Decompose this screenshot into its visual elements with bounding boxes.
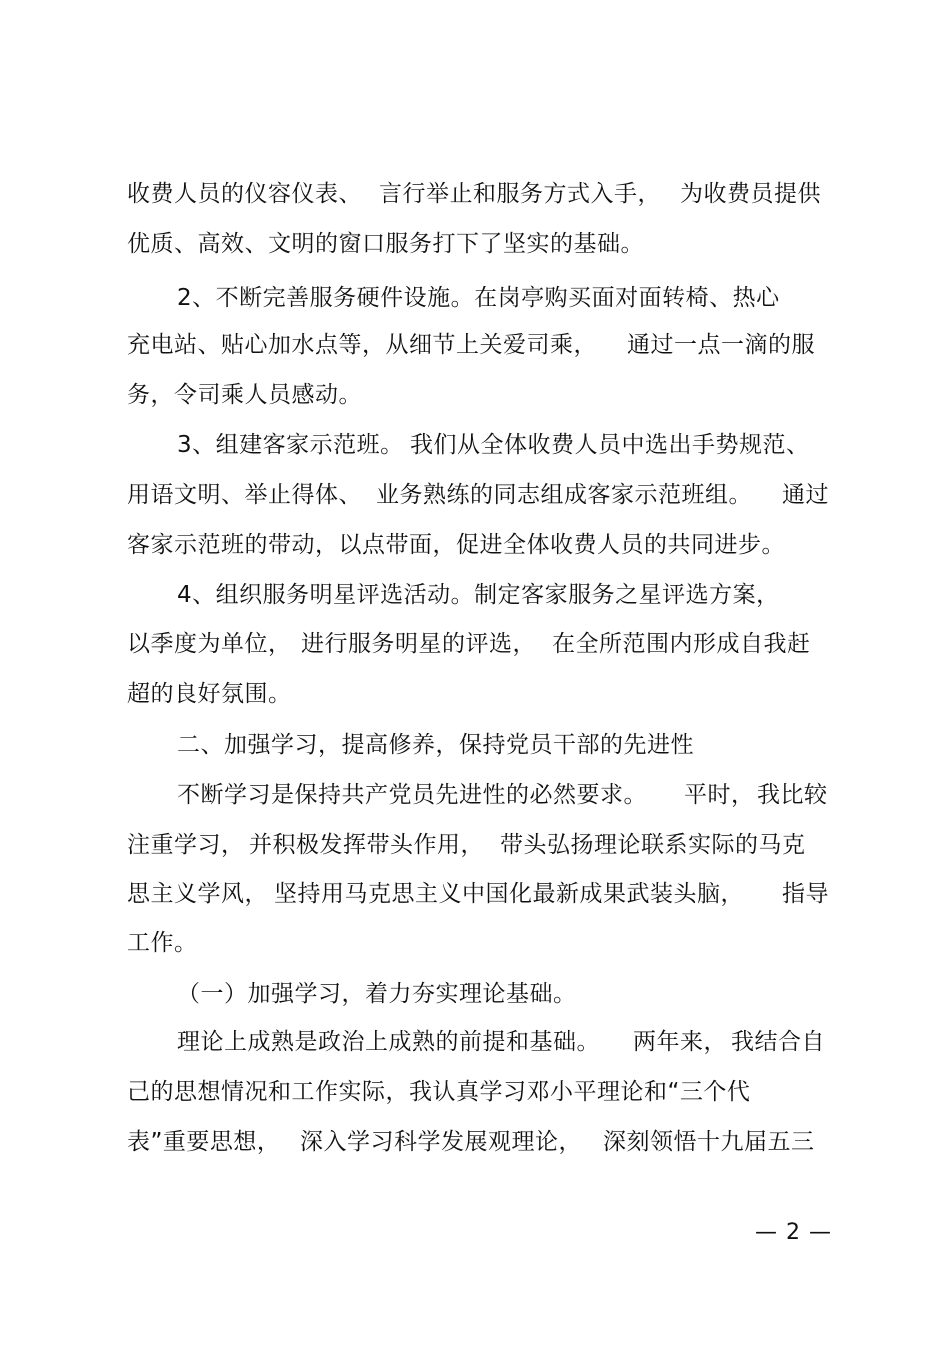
text-line <box>0 328 950 362</box>
text-segment: 4、组织服务明星评选活动。制定客家服务之星评选方案， <box>177 582 780 608</box>
text-segment: 为收费员提供 <box>680 181 821 207</box>
text-segment: 并积极发挥带头作用， <box>249 832 484 858</box>
text-segment: 通过 <box>782 482 829 508</box>
text-line <box>0 828 950 862</box>
text-segment: 平时， <box>684 782 755 808</box>
text-segment: 言行举止和服务方式入手， <box>379 181 661 207</box>
text-segment: 带头弘扬理论联系实际的马克 <box>500 832 806 858</box>
text-segment: 超的良好氛围。 <box>127 681 292 707</box>
text-line <box>0 378 950 412</box>
text-segment: 己的思想情况和工作实际，我认真学习邓小平理论和“三个代 <box>127 1079 751 1105</box>
text-segment: 客家示范班的带动，以点带面，促进全体收费人员的共同进步。 <box>127 532 785 558</box>
text-line <box>0 1025 950 1059</box>
text-segment: （一）加强学习，着力夯实理论基础。 <box>177 981 577 1007</box>
text-line <box>0 1075 950 1109</box>
text-segment: 理论上成熟是政治上成熟的前提和基础。 <box>177 1029 600 1055</box>
text-line <box>0 428 950 462</box>
text-line <box>0 926 950 960</box>
text-segment: 用语文明、举止得体、 <box>127 482 362 508</box>
text-segment: 进行服务明星的评选， <box>301 631 536 657</box>
text-segment: 我们从全体收费人员中选出手势规范、 <box>410 432 810 458</box>
text-segment: 充电站、贴心加水点等，从细节上关爱司乘， <box>127 332 597 358</box>
text-segment: 不断学习是保持共产党员先进性的必然要求。 <box>177 782 647 808</box>
text-segment: 深入学习科学发展观理论， <box>300 1129 582 1155</box>
text-segment: 2、不断完善服务硬件设施。在岗亭购买面对面转椅、热心 <box>177 285 780 311</box>
text-segment: 二、加强学习，提高修养，保持党员干部的先进性 <box>177 732 694 758</box>
text-segment: 我比较 <box>757 782 828 808</box>
text-segment: 务，令司乘人员感动。 <box>127 382 362 408</box>
text-segment: 在全所范围内形成自我赶 <box>552 631 811 657</box>
text-segment: 优质、高效、文明的窗口服务打下了坚实的基础。 <box>127 231 644 257</box>
page-number: — 2 — <box>755 1220 832 1245</box>
text-segment: 业务熟练的同志组成客家示范班组。 <box>376 482 752 508</box>
text-line <box>0 281 950 315</box>
text-segment: 坚持用马克思主义中国化最新成果武装头脑， <box>274 881 744 907</box>
text-segment: 我结合自 <box>731 1029 825 1055</box>
text-line <box>0 478 950 512</box>
text-line <box>0 627 950 661</box>
text-line <box>0 177 950 211</box>
text-line <box>0 227 950 261</box>
text-segment: 表”重要思想， <box>127 1129 281 1155</box>
text-line <box>0 877 950 911</box>
text-segment: 以季度为单位， <box>127 631 292 657</box>
text-line <box>0 528 950 562</box>
text-segment: 工作。 <box>127 930 198 956</box>
text-segment: 注重学习， <box>127 832 245 858</box>
text-segment: 通过一点一滴的服 <box>627 332 815 358</box>
text-segment: 3、组建客家示范班。 <box>177 432 404 458</box>
text-segment: 深刻领悟十九届五三 <box>603 1129 815 1155</box>
text-segment: 两年来， <box>633 1029 727 1055</box>
text-line <box>0 977 950 1011</box>
text-line <box>0 578 950 612</box>
text-line <box>0 1125 950 1159</box>
text-segment: 收费人员的仪容仪表、 <box>127 181 362 207</box>
text-segment: 思主义学风， <box>127 881 268 907</box>
text-line <box>0 677 950 711</box>
text-segment: 指导 <box>782 881 829 907</box>
text-line <box>0 778 950 812</box>
text-line <box>0 728 950 762</box>
